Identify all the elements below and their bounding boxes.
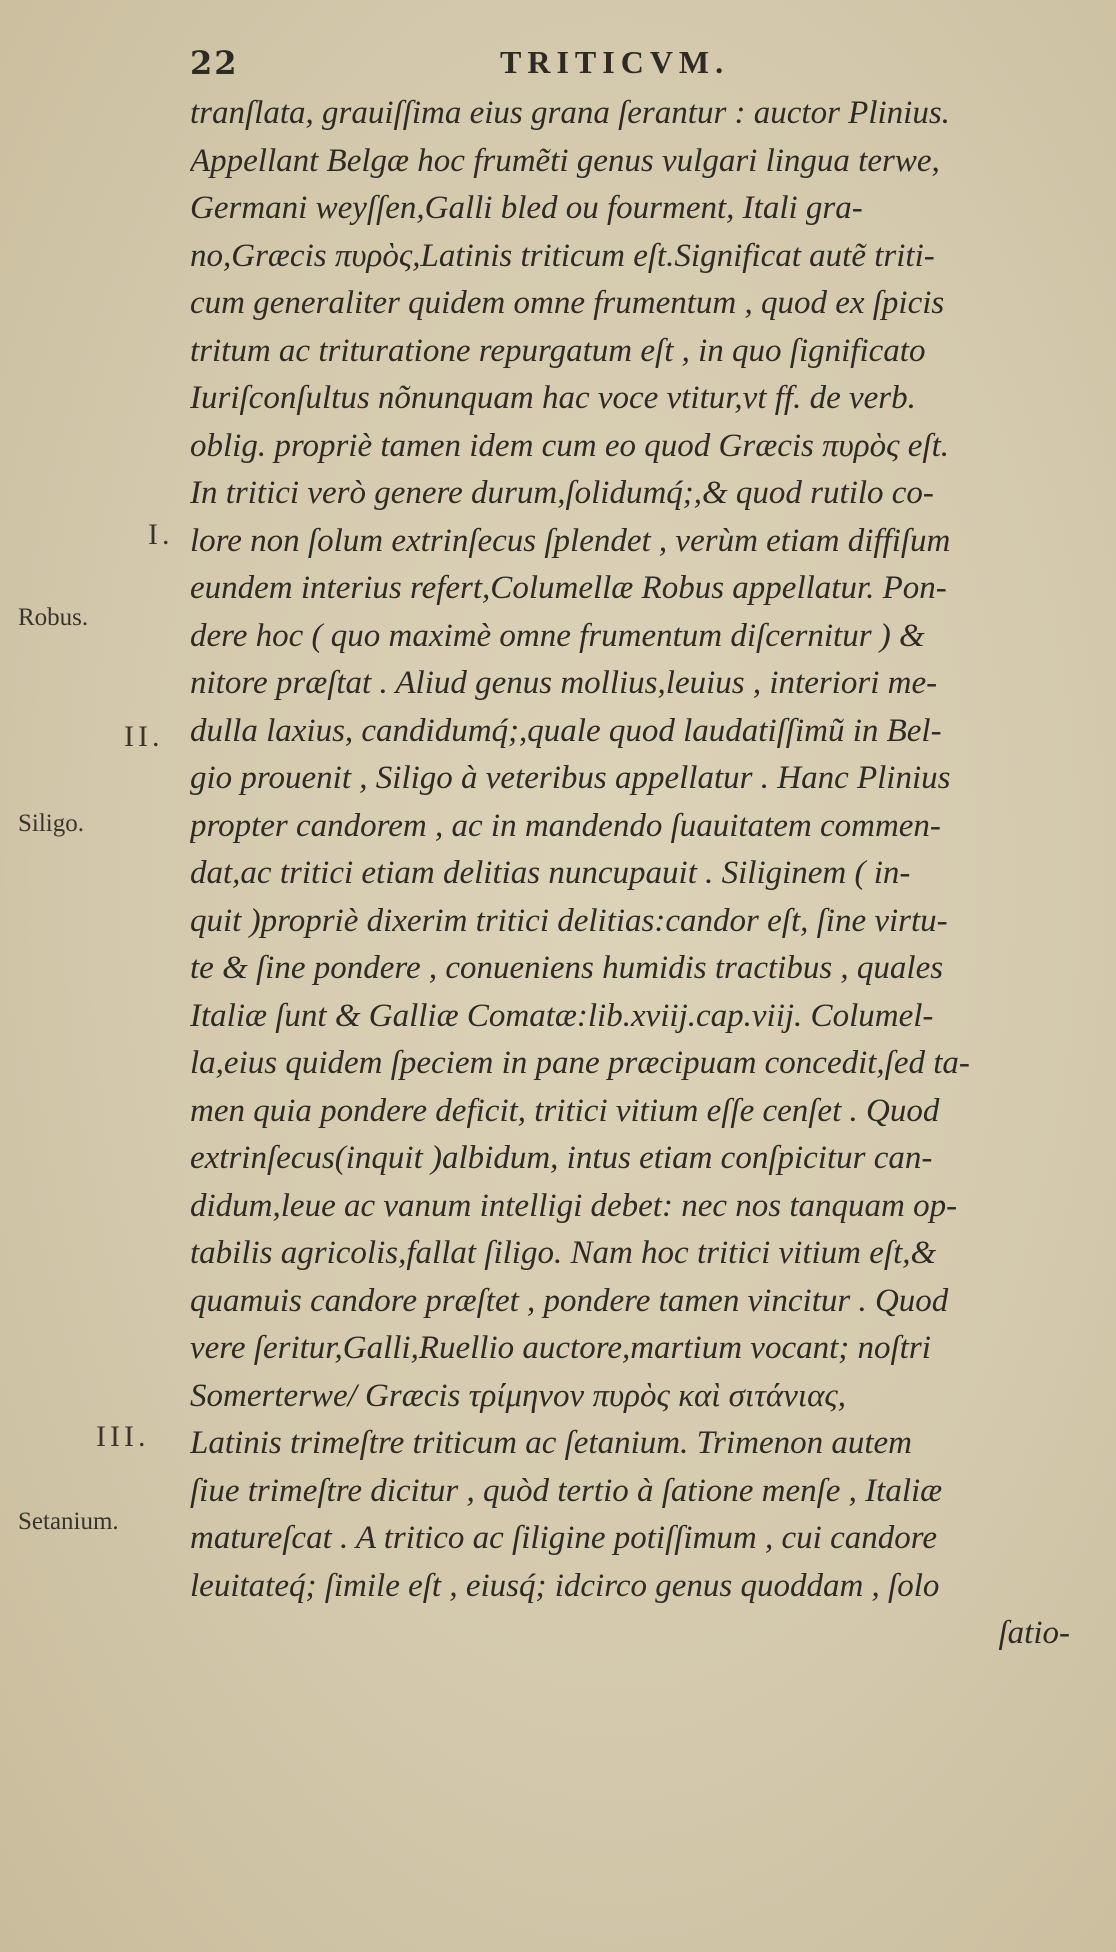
text-line: propter candorem , ac in mandendo ſuauitatem commen- xyxy=(190,807,941,844)
text-line: didum,leue ac vanum intelligi debet: nec nos tanquam op- xyxy=(190,1187,958,1224)
text-line: Latinis trimeſtre triticum ac ſetanium. Trimenon autem xyxy=(190,1425,913,1461)
text-line: vere ſeritur,Galli,Ruellio auctore,martium vocant; noſtri xyxy=(190,1330,931,1366)
text-block xyxy=(190,90,1080,1658)
text-line: nitore præſtat . Aliud genus mollius,leuius , interiori me- xyxy=(190,665,938,701)
text-line: dere hoc ( quo maximè omne frumentum diſcernitur ) & xyxy=(190,617,925,654)
page-header xyxy=(190,44,750,88)
catchword: ſatio- xyxy=(998,1615,1070,1651)
text-line: leuitateq́; ſimile eſt , eiusq́; idcirco genus quoddam , ſolo xyxy=(190,1567,940,1604)
text-line: oblig. propriè tamen idem cum eo quod Græcis πυρὸς eſt. xyxy=(190,427,950,464)
text-line: tranſlata, grauiſſima eius grana ſerantur : auctor Plinius. xyxy=(190,95,950,131)
page-number: 22 xyxy=(190,44,239,82)
text-line: te & ſine pondere , conueniens humidis tractibus , quales xyxy=(190,950,944,986)
text-line: eundem interius refert,Columellæ Robus appellatur. Pon- xyxy=(190,570,947,606)
margin-note-robus: Robus. xyxy=(18,604,89,631)
text-line: lore non ſolum extrinſecus ſplendet , verùm etiam diffiſum xyxy=(190,522,951,559)
text-line: extrinſecus(inquit )albidum, intus etiam conſpicitur can- xyxy=(190,1140,933,1176)
text-line: no,Græcis πυρὸς,Latinis triticum eſt.Significat autẽ triti- xyxy=(190,237,935,274)
text-line: quamuis candore præſtet , pondere tamen vincitur . Quod xyxy=(190,1282,949,1319)
text-line: Iuriſconſultus nõnunquam hac voce vtitur,vt ff. de verb. xyxy=(190,380,916,416)
margin-note-setanium: Setanium. xyxy=(18,1508,119,1535)
text-line: Appellant Belgæ hoc frumẽti genus vulgari lingua terwe, xyxy=(190,142,940,179)
text-line: Italiæ ſunt & Galliæ Comatæ:lib.xviij.cap.viij. Columel- xyxy=(190,997,934,1034)
text-line: In tritici verò genere durum,ſolidumq́;,& quod rutilo co- xyxy=(190,475,934,511)
text-line: gio prouenit , Siligo à veteribus appellatur . Hanc Plinius xyxy=(190,760,951,796)
text-line: tritum ac trituratione repurgatum eſt , in quo ſignificato xyxy=(190,332,926,369)
section-numeral-ii: II. xyxy=(124,720,164,753)
running-title: TRITICVM. xyxy=(500,44,730,80)
text-line: men quia pondere deficit, tritici vitium eſſe cenſet . Quod xyxy=(190,1092,940,1129)
text-line: dulla laxius, candidumq́;,quale quod laudatiſſimũ in Bel- xyxy=(190,712,942,749)
text-line: cum generaliter quidem omne frumentum , quod ex ſpicis xyxy=(190,285,945,321)
text-line: tabilis agricolis,fallat ſiligo. Nam hoc tritici vitium eſt,& xyxy=(190,1235,937,1271)
text-line: Germani weyſſen,Galli bled ou fourment, Itali gra- xyxy=(190,190,863,226)
text-line: dat,ac tritici etiam delitias nuncupauit . Siliginem ( in- xyxy=(190,855,911,891)
margin-note-siligo: Siligo. xyxy=(18,810,84,837)
section-numeral-iii: III. xyxy=(96,1420,150,1453)
text-line: la,eius quidem ſpeciem in pane præcipuam concedit,ſed ta- xyxy=(190,1045,970,1081)
text-line: matureſcat . A tritico ac ſiligine potiſſimum , cui candore xyxy=(190,1520,937,1556)
text-line: quit )propriè dixerim tritici delitias:candor eſt, ſine virtu- xyxy=(190,902,948,939)
section-numeral-i: I. xyxy=(148,518,174,551)
text-line: ſiue trimeſtre dicitur , quòd tertio à ſatione menſe , Italiæ xyxy=(190,1472,943,1509)
text-line: Somerterwe/ Græcis τρίμηνον πυρὸς καὶ σιτάνιας, xyxy=(190,1377,847,1414)
